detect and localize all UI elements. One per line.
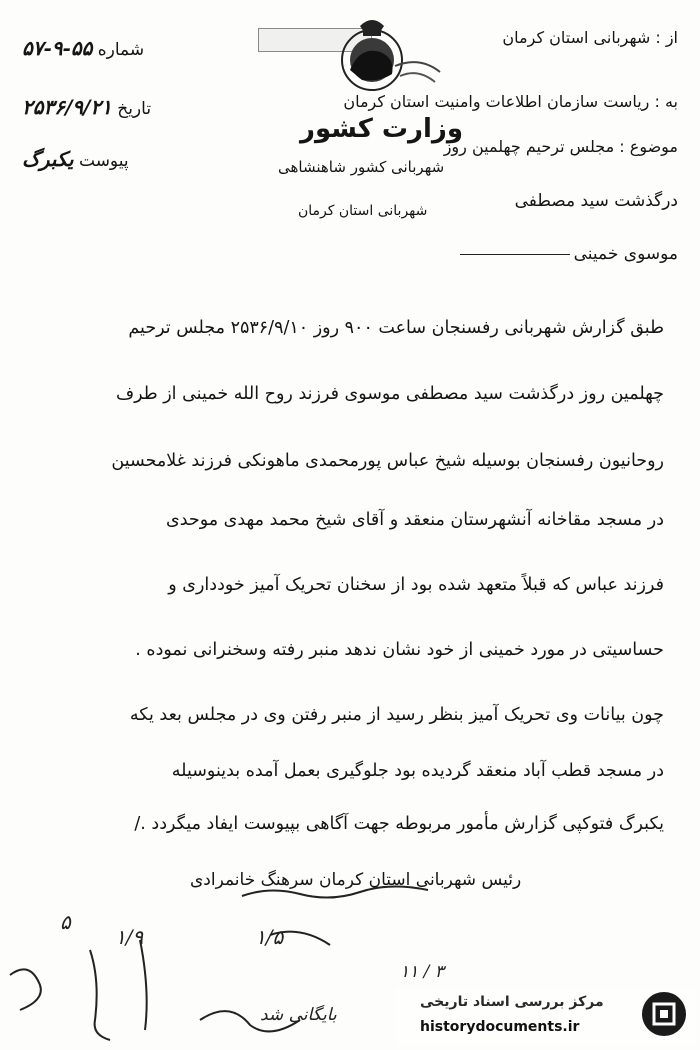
signature-line: رئیس شهربانی استان کرمان سرهنگ خانمرادی — [190, 870, 522, 890]
body-line: حساسیتی در مورد خمینی از خود نشان ندهد منبر رفته وسخنرانی نموده . — [135, 640, 664, 660]
watermark-url: historydocuments.ir — [420, 1019, 580, 1035]
from-line: از : شهربانی استان کرمان — [502, 28, 678, 47]
attachment-value: یکبرگ — [22, 147, 74, 171]
signature-scribble-icon — [240, 882, 430, 902]
handwritten-note: ۱۱ / ۳ — [400, 962, 444, 982]
ministry-title: وزارت کشور — [300, 114, 464, 144]
attachment-label: پیوست — [79, 151, 129, 171]
handwritten-note: ۵ — [60, 910, 71, 934]
subject-line: موضوع : مجلس ترحیم چهلمین روز — [443, 137, 678, 156]
date-value: ۲۵۳۶/۹/۲۱ — [22, 95, 112, 119]
ministry-subtitle: شهربانی کشور شاهنشاهی — [278, 158, 445, 176]
subject-deceased-name: موسوی خمینی — [573, 244, 678, 264]
attachment-field — [22, 147, 129, 171]
body-line: در مسجد مقاخانه آنشهرستان منعقد و آقای شیخ محمد مهدی موحدی — [166, 510, 664, 530]
body-line: فرزند عباس که قبلاً متعهد شده بود از سخنان تحریک آمیز خودداری و — [168, 575, 664, 595]
number-label: شماره — [97, 40, 145, 60]
subject-deceased-line-2 — [456, 244, 678, 264]
handwritten-note: ۱/۵ — [255, 925, 284, 949]
to-line: به : ریاست سازمان اطلاعات وامنیت استان کرمان — [343, 92, 678, 111]
body-line: چهلمین روز درگذشت سید مصطفی موسوی فرزند روح الله خمینی از طرف — [115, 384, 664, 404]
ministry-department: شهربانی استان کرمان — [298, 203, 428, 219]
number-value: ۵۵-۹-۵۷ — [22, 36, 93, 60]
date-field — [22, 95, 151, 119]
body-line: طبق گزارش شهربانی رفسنجان ساعت ۹۰۰ روز ۲۵۳۶/۹/۱۰ مجلس ترحیم — [128, 318, 664, 338]
body-line: در مسجد قطب آباد منعقد گردیده بود جلوگیری بعمل آمده بدینوسیله — [171, 761, 664, 781]
body-line: روحانیون رفسنجان بوسیله شیخ عباس پورمحمدی ماهونکی فرزند غلامحسین — [111, 451, 664, 471]
subject-deceased-line-1: درگذشت سید مصطفی — [514, 191, 678, 211]
body-line: یکبرگ فتوکپی گزارش مأمور مربوطه جهت آگاهی بپیوست ایفاد میگردد ./ — [134, 814, 664, 834]
archive-logo-icon — [640, 990, 688, 1038]
dash-rule — [460, 254, 570, 255]
date-label: تاریخ — [117, 99, 152, 119]
handwritten-note: ۱/۹ — [115, 925, 144, 949]
number-field — [22, 36, 144, 60]
handwritten-note: بایگانی شد — [260, 1005, 337, 1025]
body-line: چون بیانات وی تحریک آمیز بنظر رسید از منبر رفتن وی در مجلس بعد یکه — [129, 705, 664, 725]
lion-and-sun-emblem-icon — [300, 16, 450, 100]
watermark-title: مرکز بررسی اسناد تاریخی — [420, 994, 604, 1010]
